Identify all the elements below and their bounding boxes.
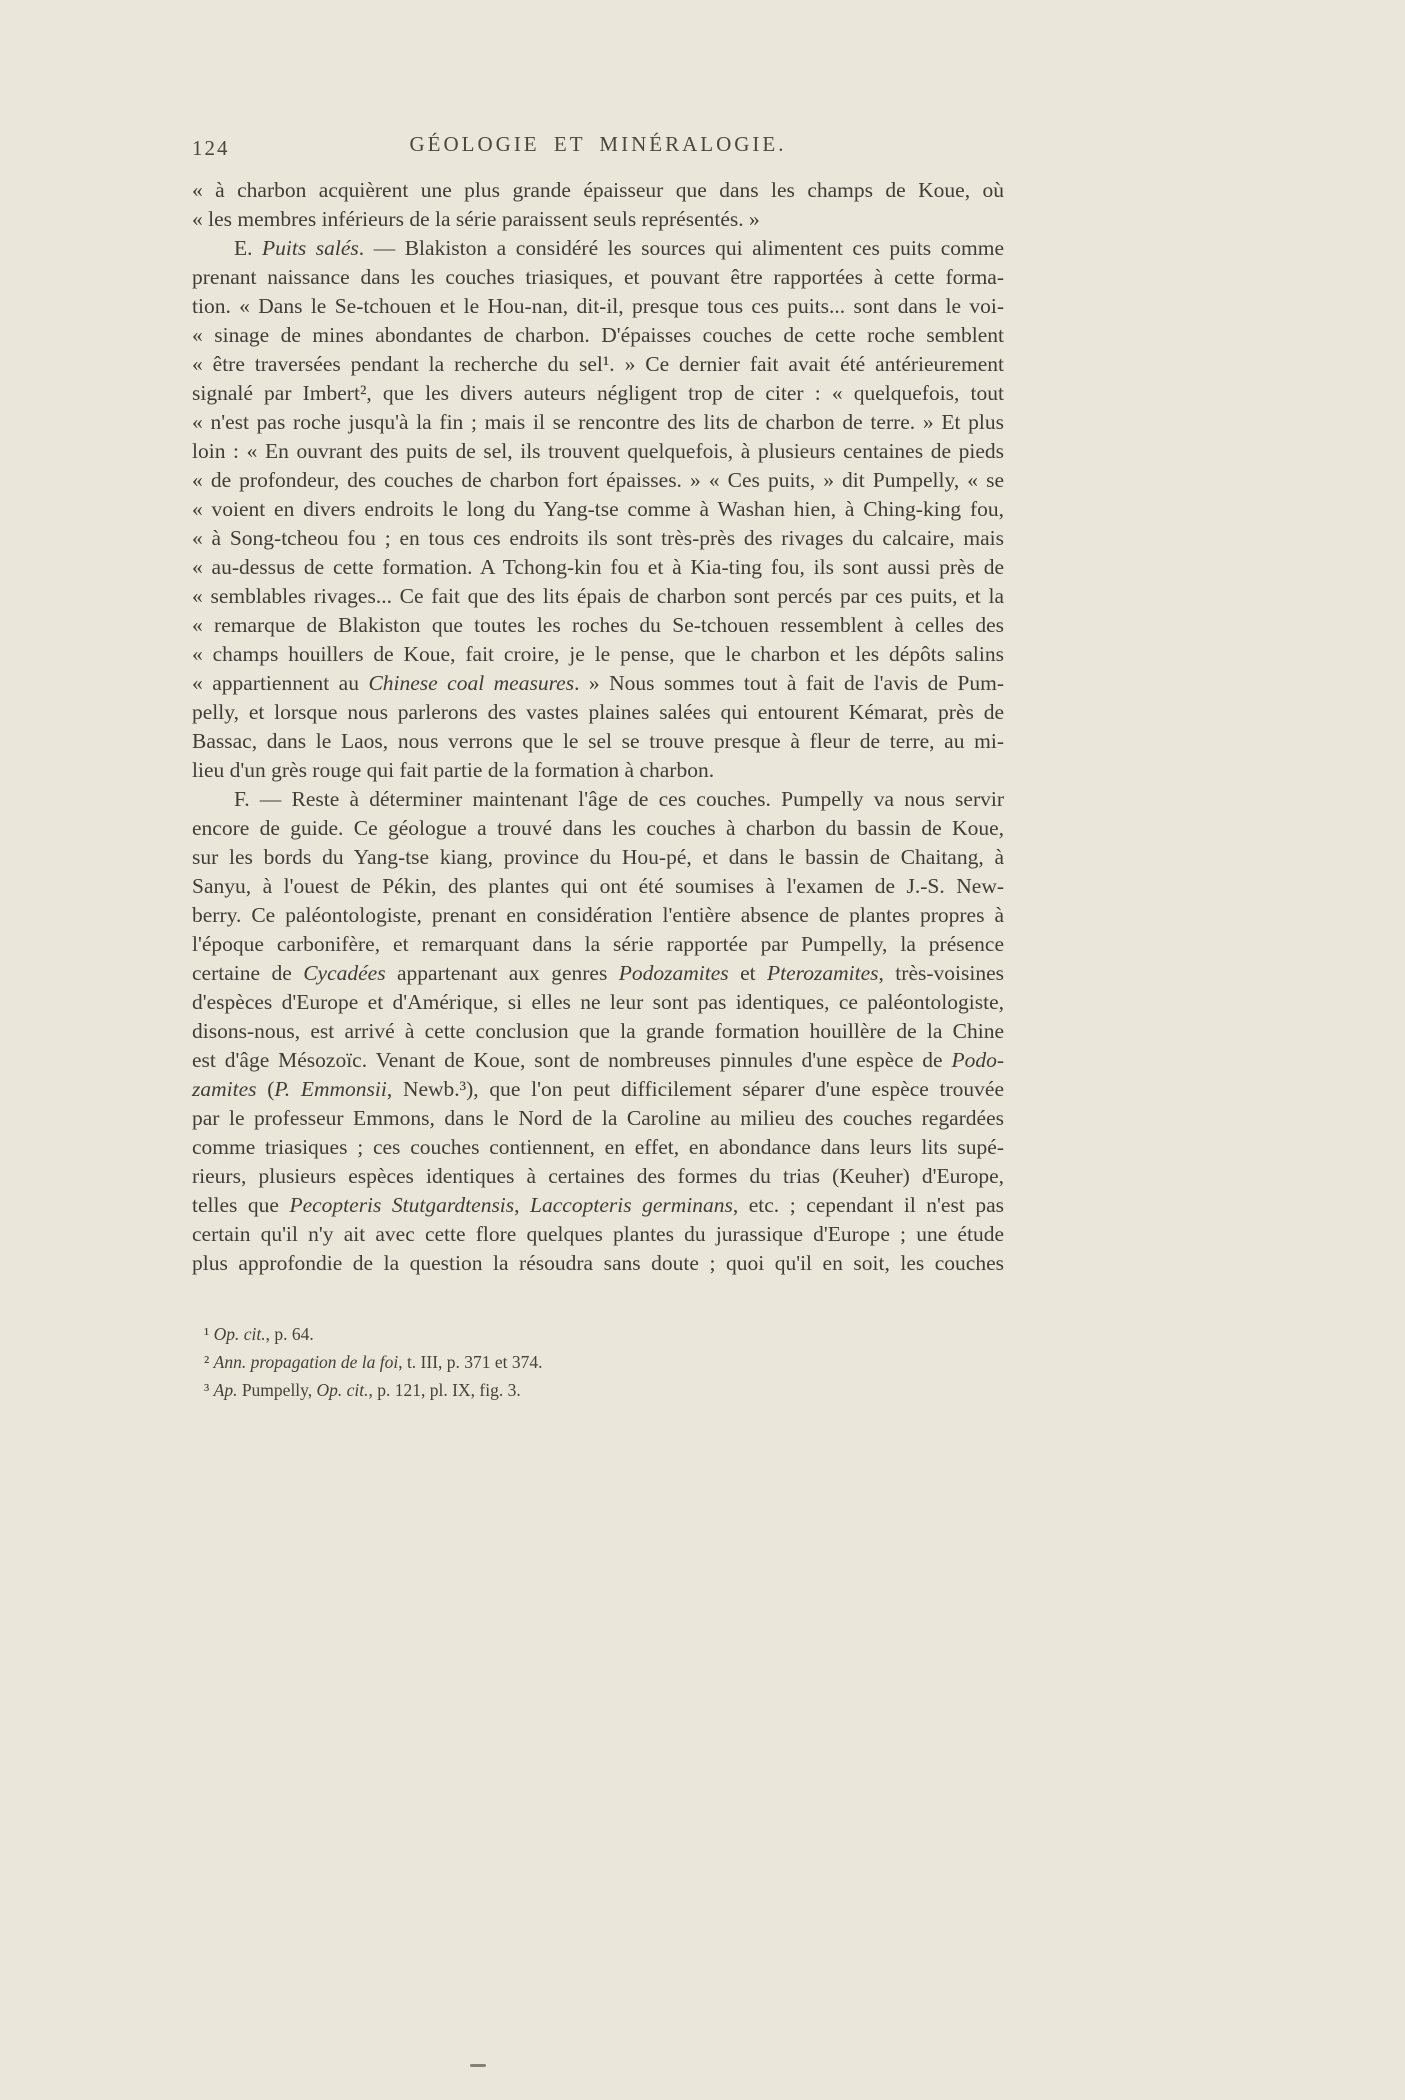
text-line: disons-nous, est arrivé à cette conclusion que la grande formation houillère de la Chine — [192, 1019, 1004, 1043]
text-line: « appartiennent au Chinese coal measures. » Nous sommes tout à fait de l'avis de Pum- — [192, 671, 1004, 695]
text-line: rieurs, plusieurs espèces identiques à certaines des formes du trias (Keuher) d'Europe, — [192, 1164, 1004, 1188]
text-line: certain qu'il n'y ait avec cette flore quelques plantes du jurassique d'Europe ; une étude — [192, 1222, 1004, 1246]
text-line: E. Puits salés. — Blakiston a considéré les sources qui alimentent ces puits comme — [234, 236, 1004, 260]
text-line: encore de guide. Ce géologue a trouvé dans les couches à charbon du bassin de Koue, — [192, 816, 1004, 840]
text-line: « au-dessus de cette formation. A Tchong-kin fou et à Kia-ting fou, ils sont aussi près de — [192, 555, 1004, 579]
text-line: par le professeur Emmons, dans le Nord de la Caroline au milieu des couches regardées — [192, 1106, 1004, 1130]
text-line: ³ Ap. Pumpelly, Op. cit., p. 121, pl. IX, fig. 3. — [204, 1380, 521, 1400]
text-line: « sinage de mines abondantes de charbon. D'épaisses couches de cette roche semblent — [192, 323, 1004, 347]
running-title: GÉOLOGIE ET MINÉRALOGIE. — [409, 132, 787, 156]
text-line: « à charbon acquièrent une plus grande épaisseur que dans les champs de Koue, où — [192, 178, 1004, 202]
text-line: berry. Ce paléontologiste, prenant en considération l'entière absence de plantes propres à — [192, 903, 1004, 927]
text-line: ² Ann. propagation de la foi, t. III, p. 371 et 374. — [204, 1352, 543, 1372]
text-line: « n'est pas roche jusqu'à la fin ; mais il se rencontre des lits de charbon de terre. » Et plus — [192, 410, 1004, 434]
body-text — [192, 176, 1004, 1278]
footnotes — [204, 1320, 984, 1404]
text-line: est d'âge Mésozoïc. Venant de Koue, sont de nombreuses pinnules d'une espèce de Podo- — [192, 1048, 1004, 1072]
text-line: Sanyu, à l'ouest de Pékin, des plantes qui ont été soumises à l'examen de J.-S. New- — [192, 874, 1004, 898]
text-line: « à Song-tcheou fou ; en tous ces endroits ils sont très-près des rivages du calcaire, mais — [192, 526, 1004, 550]
text-line: « de profondeur, des couches de charbon fort épaisses. » « Ces puits, » dit Pumpelly, « se — [192, 468, 1004, 492]
text-line: prenant naissance dans les couches triasiques, et pouvant être rapportées à cette forma- — [192, 265, 1004, 289]
text-line: F. — Reste à déterminer maintenant l'âge de ces couches. Pumpelly va nous servir — [234, 787, 1004, 811]
text-line: « remarque de Blakiston que toutes les roches du Se-tchouen ressemblent à celles des — [192, 613, 1004, 637]
text-line: loin : « En ouvrant des puits de sel, ils trouvent quelquefois, à plusieurs centaines de pieds — [192, 439, 1004, 463]
page-header — [192, 132, 1004, 166]
text-line: certaine de Cycadées appartenant aux genres Podozamites et Pterozamites, très-voisines — [192, 961, 1004, 985]
text-line: zamites (P. Emmonsii, Newb.³), que l'on peut difficilement séparer d'une espèce trouvée — [192, 1077, 1004, 1101]
text-line: lieu d'un grès rouge qui fait partie de la formation à charbon. — [192, 758, 715, 782]
text-line: « être traversées pendant la recherche du sel¹. » Ce dernier fait avait été antérieurement — [192, 352, 1004, 376]
page-number: 124 — [192, 136, 230, 160]
page-mark — [470, 2064, 486, 2067]
text-line: « voient en divers endroits le long du Yang-tse comme à Washan hien, à Ching-king fou, — [192, 497, 1004, 521]
text-line: l'époque carbonifère, et remarquant dans la série rapportée par Pumpelly, la présence — [192, 932, 1004, 956]
text-line: « les membres inférieurs de la série paraissent seuls représentés. » — [192, 207, 760, 231]
text-line: ¹ Op. cit., p. 64. — [204, 1324, 314, 1344]
text-line: Bassac, dans le Laos, nous verrons que le sel se trouve presque à fleur de terre, au mi- — [192, 729, 1004, 753]
text-line: signalé par Imbert², que les divers auteurs négligent trop de citer : « quelquefois, tout — [192, 381, 1004, 405]
text-line: d'espèces d'Europe et d'Amérique, si elles ne leur sont pas identiques, ce paléontologiste, — [192, 990, 1004, 1014]
text-line: tion. « Dans le Se-tchouen et le Hou-nan, dit-il, presque tous ces puits... sont dans le voi- — [192, 294, 1004, 318]
text-line: plus approfondie de la question la résoudra sans doute ; quoi qu'il en soit, les couches — [192, 1251, 1004, 1275]
text-line: pelly, et lorsque nous parlerons des vastes plaines salées qui entourent Kémarat, près de — [192, 700, 1004, 724]
text-line: telles que Pecopteris Stutgardtensis, Laccopteris germinans, etc. ; cependant il n'est pas — [192, 1193, 1004, 1217]
text-line: « semblables rivages... Ce fait que des lits épais de charbon sont percés par ces puits, et la — [192, 584, 1004, 608]
text-line: comme triasiques ; ces couches contiennent, en effet, en abondance dans leurs lits supé- — [192, 1135, 1004, 1159]
text-line: sur les bords du Yang-tse kiang, province du Hou-pé, et dans le bassin de Chaitang, à — [192, 845, 1004, 869]
text-line: « champs houillers de Koue, fait croire, je le pense, que le charbon et les dépôts salins — [192, 642, 1004, 666]
